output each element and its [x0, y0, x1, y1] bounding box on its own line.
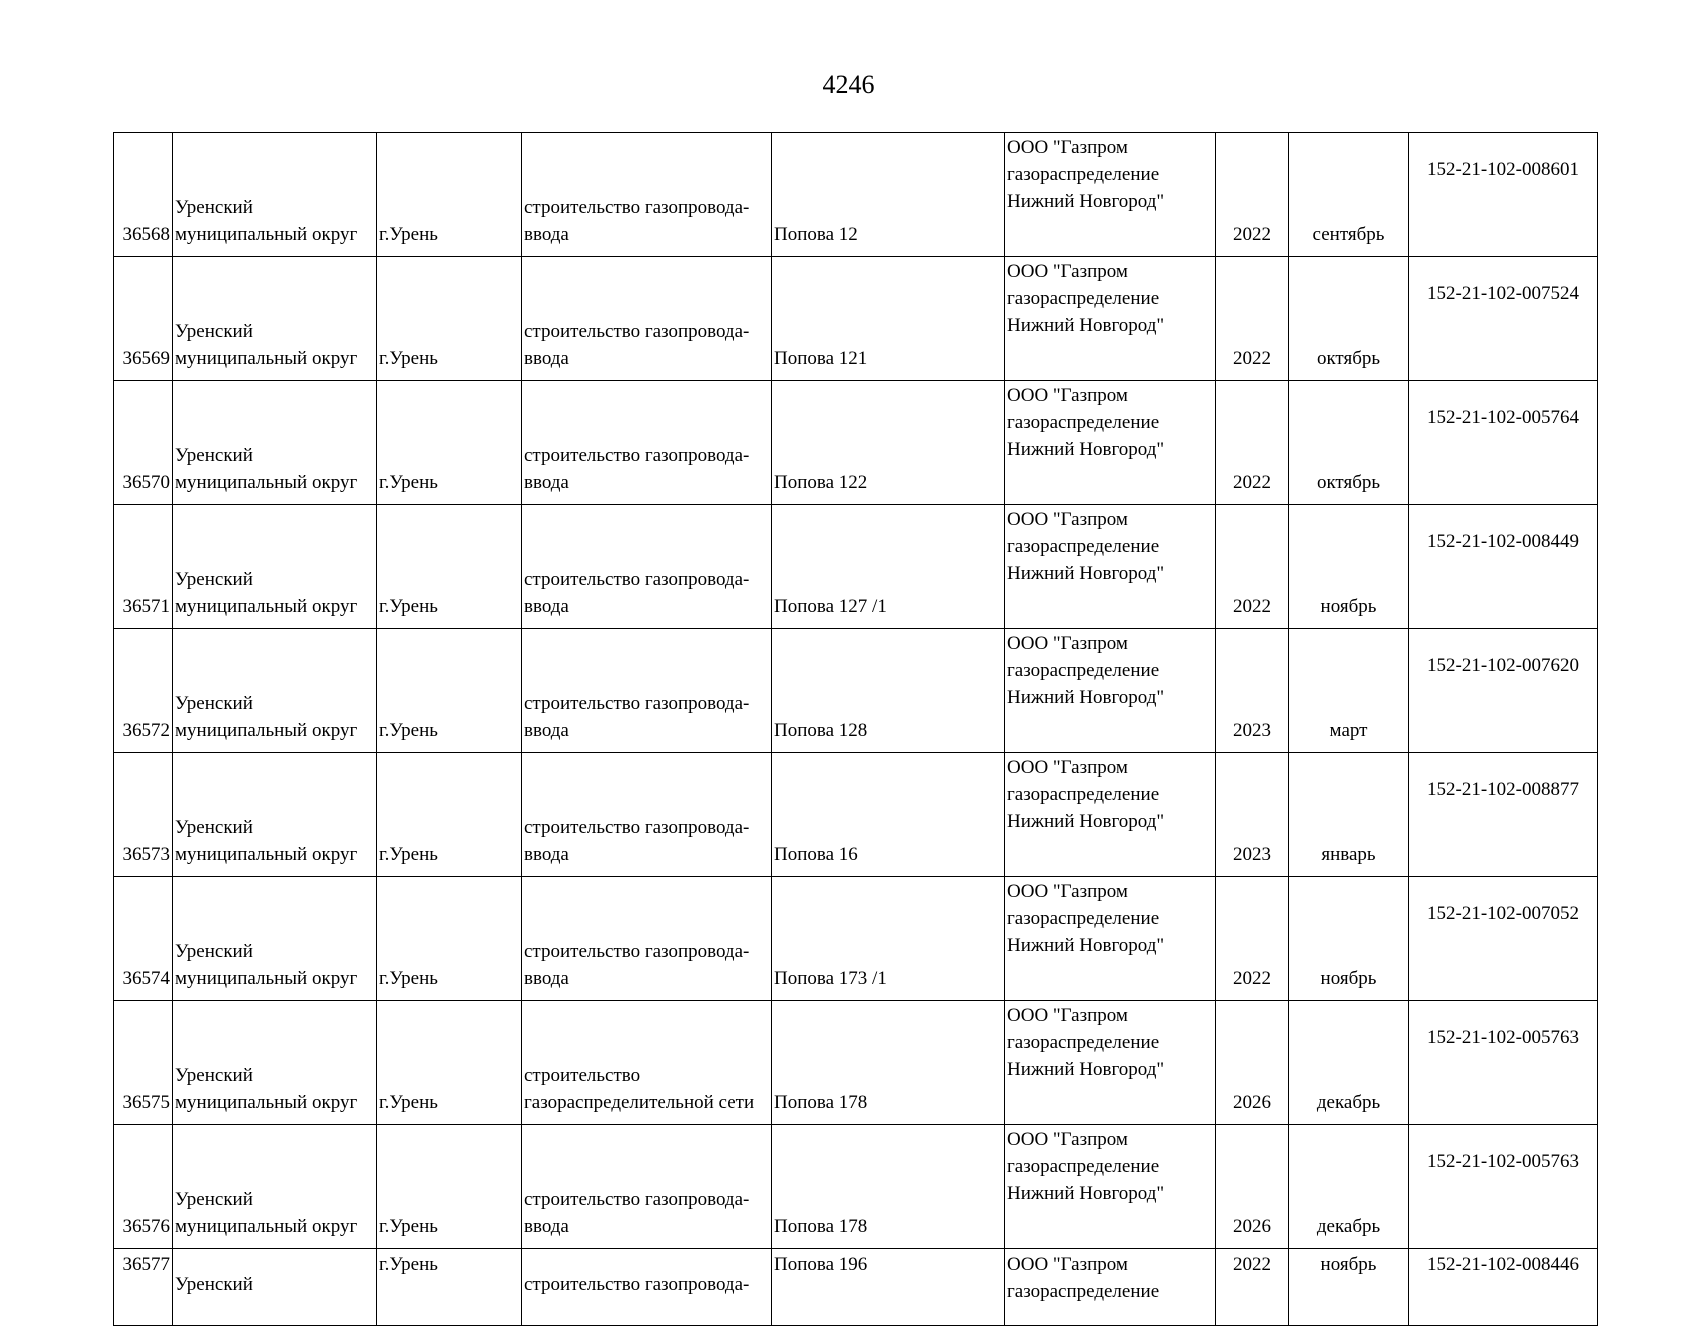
organization-cell [1005, 381, 1216, 505]
organization-cell [1005, 629, 1216, 753]
district-line: муниципальный округ [175, 472, 358, 493]
registry-body [114, 133, 1598, 1326]
locality-cell: г.Урень [377, 1249, 522, 1326]
org-line: ООО "Газпром [1007, 509, 1128, 530]
row-number: 36568 [114, 133, 173, 257]
address-cell: Попова 128 [772, 629, 1005, 753]
work-line: ввода [524, 1216, 569, 1237]
row-number: 36576 [114, 1125, 173, 1249]
address-cell: Попова 173 /1 [772, 877, 1005, 1001]
org-line: газораспределение [1007, 1156, 1160, 1177]
code-cell: 152-21-102-005764 [1409, 381, 1598, 505]
district-line: Уренский [175, 693, 253, 714]
work-line: строительство газопровода- [524, 941, 750, 962]
code-cell: 152-21-102-007620 [1409, 629, 1598, 753]
row-number: 36575 [114, 1001, 173, 1125]
locality-cell: г.Урень [377, 753, 522, 877]
address-cell: Попова 121 [772, 257, 1005, 381]
work-cell [522, 1125, 772, 1249]
table-row [114, 629, 1598, 753]
district-line: муниципальный округ [175, 720, 358, 741]
work-line: строительство [524, 1065, 641, 1086]
org-line: газораспределение [1007, 1032, 1160, 1053]
district-cell [173, 257, 377, 381]
address-cell: Попова 122 [772, 381, 1005, 505]
organization-cell [1005, 505, 1216, 629]
org-line: газораспределение [1007, 412, 1160, 433]
work-line: строительство газопровода- [524, 197, 750, 218]
row-number: 36574 [114, 877, 173, 1001]
code-cell: 152-21-102-005763 [1409, 1001, 1598, 1125]
org-line: газораспределение [1007, 784, 1160, 805]
locality-cell: г.Урень [377, 505, 522, 629]
work-line: строительство газопровода- [524, 569, 750, 590]
district-line: Уренский [175, 817, 253, 838]
work-cell: строительство газопровода- [522, 1249, 772, 1326]
month-cell: декабрь [1289, 1001, 1409, 1125]
district-cell [173, 629, 377, 753]
district-line: Уренский [175, 1065, 253, 1086]
table-row [114, 133, 1598, 257]
month-cell: ноябрь [1289, 877, 1409, 1001]
district-cell [173, 877, 377, 1001]
row-number: 36577 [114, 1249, 173, 1326]
work-line: ввода [524, 596, 569, 617]
work-line: ввода [524, 844, 569, 865]
work-line: газораспределительной сети [524, 1092, 755, 1113]
district-line: муниципальный округ [175, 224, 358, 245]
code-cell: 152-21-102-007524 [1409, 257, 1598, 381]
table-row [114, 381, 1598, 505]
work-line: строительство газопровода- [524, 817, 750, 838]
locality-cell: г.Урень [377, 1001, 522, 1125]
code-cell: 152-21-102-007052 [1409, 877, 1598, 1001]
org-line: газораспределение [1007, 164, 1160, 185]
org-line: газораспределение [1007, 1281, 1160, 1302]
work-cell [522, 877, 772, 1001]
district-cell [173, 753, 377, 877]
row-number: 36572 [114, 629, 173, 753]
row-number: 36571 [114, 505, 173, 629]
work-line: строительство газопровода- [524, 693, 750, 714]
work-cell [522, 505, 772, 629]
address-cell: Попова 127 /1 [772, 505, 1005, 629]
locality-cell: г.Урень [377, 1125, 522, 1249]
org-line: Нижний Новгород" [1007, 563, 1165, 584]
year-cell: 2023 [1216, 629, 1289, 753]
locality-cell: г.Урень [377, 877, 522, 1001]
district-line: Уренский [175, 941, 253, 962]
work-line: ввода [524, 472, 569, 493]
org-line: Нижний Новгород" [1007, 315, 1165, 336]
district-cell [173, 133, 377, 257]
org-line: Нижний Новгород" [1007, 811, 1165, 832]
month-cell: ноябрь [1289, 1249, 1409, 1326]
code-cell: 152-21-102-008446 [1409, 1249, 1598, 1326]
work-line: ввода [524, 224, 569, 245]
work-line: ввода [524, 968, 569, 989]
organization-cell [1005, 1001, 1216, 1125]
district-cell [173, 381, 377, 505]
org-line: Нижний Новгород" [1007, 1183, 1165, 1204]
month-cell: сентябрь [1289, 133, 1409, 257]
org-line: газораспределение [1007, 908, 1160, 929]
work-line: строительство газопровода- [524, 1189, 750, 1210]
organization-cell [1005, 1249, 1216, 1326]
table-row [114, 1125, 1598, 1249]
org-line: Нижний Новгород" [1007, 1059, 1165, 1080]
registry-table [113, 132, 1598, 1326]
row-number: 36569 [114, 257, 173, 381]
table-row [114, 1001, 1598, 1125]
year-cell: 2022 [1216, 505, 1289, 629]
work-cell [522, 381, 772, 505]
district-line: Уренский [175, 569, 253, 590]
district-line: муниципальный округ [175, 596, 358, 617]
organization-cell [1005, 877, 1216, 1001]
district-cell [173, 1001, 377, 1125]
org-line: ООО "Газпром [1007, 757, 1128, 778]
year-cell: 2026 [1216, 1125, 1289, 1249]
table-row [114, 505, 1598, 629]
district-cell [173, 505, 377, 629]
org-line: ООО "Газпром [1007, 137, 1128, 158]
work-cell [522, 1001, 772, 1125]
org-line: Нижний Новгород" [1007, 687, 1165, 708]
district-line: муниципальный округ [175, 1092, 358, 1113]
address-cell: Попова 196 [772, 1249, 1005, 1326]
code-cell: 152-21-102-008601 [1409, 133, 1598, 257]
organization-cell [1005, 133, 1216, 257]
row-number: 36570 [114, 381, 173, 505]
year-cell: 2022 [1216, 1249, 1289, 1326]
district-line: муниципальный округ [175, 1216, 358, 1237]
organization-cell [1005, 753, 1216, 877]
row-number: 36573 [114, 753, 173, 877]
district-line: муниципальный округ [175, 348, 358, 369]
year-cell: 2022 [1216, 877, 1289, 1001]
district-cell: Уренский [173, 1249, 377, 1326]
table-row [114, 257, 1598, 381]
year-cell: 2022 [1216, 133, 1289, 257]
address-cell: Попова 178 [772, 1001, 1005, 1125]
code-cell: 152-21-102-005763 [1409, 1125, 1598, 1249]
org-line: газораспределение [1007, 660, 1160, 681]
district-line: муниципальный округ [175, 844, 358, 865]
page-number: 4246 [822, 70, 875, 99]
address-cell: Попова 12 [772, 133, 1005, 257]
org-line: ООО "Газпром [1007, 385, 1128, 406]
org-line: ООО "Газпром [1007, 633, 1128, 654]
district-line: Уренский [175, 321, 253, 342]
district-line: Уренский [175, 197, 253, 218]
work-cell [522, 133, 772, 257]
org-line: газораспределение [1007, 536, 1160, 557]
work-line: ввода [524, 348, 569, 369]
work-cell [522, 753, 772, 877]
address-cell: Попова 16 [772, 753, 1005, 877]
org-line: ООО "Газпром [1007, 881, 1128, 902]
year-cell: 2022 [1216, 257, 1289, 381]
locality-cell: г.Урень [377, 257, 522, 381]
work-line: строительство газопровода- [524, 445, 750, 466]
year-cell: 2026 [1216, 1001, 1289, 1125]
org-line: Нижний Новгород" [1007, 439, 1165, 460]
org-line: ООО "Газпром [1007, 261, 1128, 282]
table-row [114, 877, 1598, 1001]
district-line: Уренский [175, 1189, 253, 1210]
work-line: строительство газопровода- [524, 321, 750, 342]
year-cell: 2022 [1216, 381, 1289, 505]
org-line: ООО "Газпром [1007, 1254, 1128, 1275]
work-cell [522, 629, 772, 753]
district-cell [173, 1125, 377, 1249]
address-cell: Попова 178 [772, 1125, 1005, 1249]
org-line: Нижний Новгород" [1007, 935, 1165, 956]
code-cell: 152-21-102-008877 [1409, 753, 1598, 877]
work-line: ввода [524, 720, 569, 741]
month-cell: март [1289, 629, 1409, 753]
org-line: газораспределение [1007, 288, 1160, 309]
district-line: муниципальный округ [175, 968, 358, 989]
year-cell: 2023 [1216, 753, 1289, 877]
org-line: ООО "Газпром [1007, 1129, 1128, 1150]
table-row [114, 1249, 1598, 1326]
district-line: Уренский [175, 445, 253, 466]
org-line: ООО "Газпром [1007, 1005, 1128, 1026]
organization-cell [1005, 257, 1216, 381]
month-cell: октябрь [1289, 381, 1409, 505]
locality-cell: г.Урень [377, 629, 522, 753]
month-cell: январь [1289, 753, 1409, 877]
organization-cell [1005, 1125, 1216, 1249]
month-cell: октябрь [1289, 257, 1409, 381]
locality-cell: г.Урень [377, 133, 522, 257]
month-cell: ноябрь [1289, 505, 1409, 629]
table-row [114, 753, 1598, 877]
locality-cell: г.Урень [377, 381, 522, 505]
work-cell [522, 257, 772, 381]
org-line: Нижний Новгород" [1007, 191, 1165, 212]
month-cell: декабрь [1289, 1125, 1409, 1249]
code-cell: 152-21-102-008449 [1409, 505, 1598, 629]
